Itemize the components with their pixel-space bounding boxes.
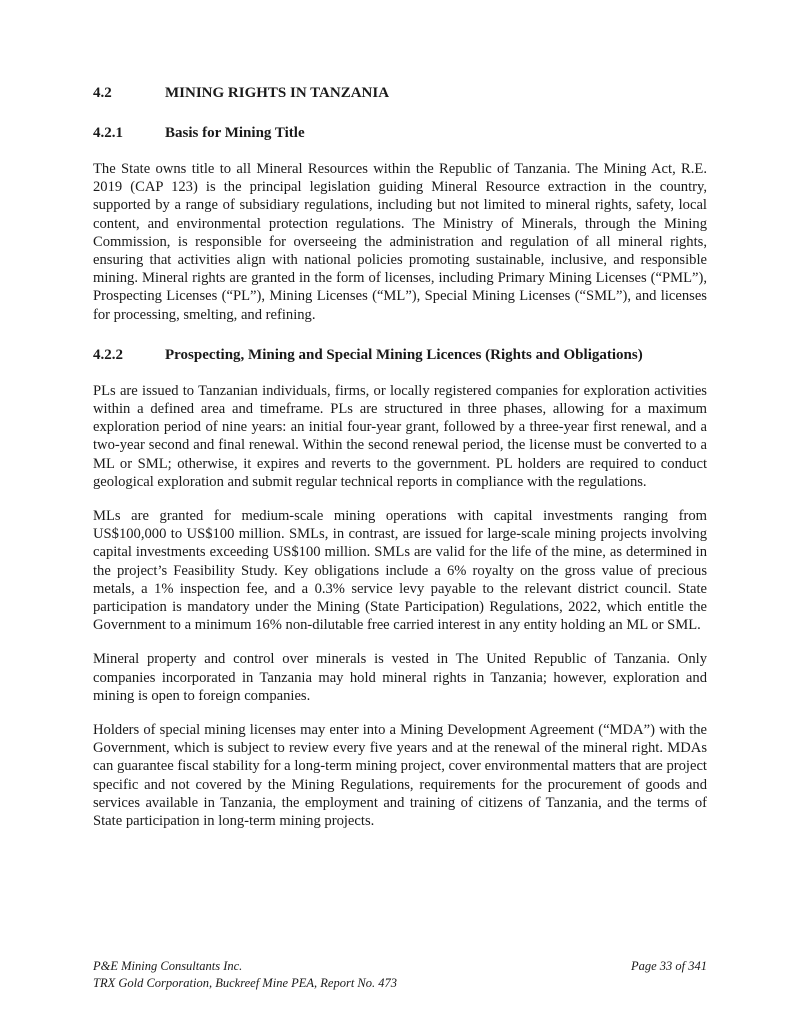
paragraph-mineral-property: Mineral property and control over minerals is vested in The United Republic of Tanzania. Only companies incorporated in Tanzania may hold mineral rights in Tanzania; however, exploration and mining is open to foreign companies. — [93, 651, 707, 704]
section-title: MINING RIGHTS IN TANZANIA — [165, 85, 390, 101]
page-footer — [93, 958, 707, 992]
subsection-title: Prospecting, Mining and Special Mining Licences (Rights and Obligations) — [165, 346, 643, 363]
paragraph-mining-licenses: MLs are granted for medium-scale mining operations with capital investments ranging from US$100,000 to US$100 million. SMLs, in contrast, are issued for large-scale mining projects involving capital investments exceeding US$100 million. SMLs are valid for the life of the mine, as determined in the project’s Feasibility Study. Key obligations include a 6% royalty on the gross value of precious metals, a 1% inspection fee, and a 0.3% service levy payable to the relevant district council. State participation is mandatory under the Mining (State Participation) Regulations, 2022, which entitle the Government to a minimum 16% non-dilutable free carried interest in any entity holding an ML or SML. — [93, 508, 707, 634]
subsection-heading-4-2-2 — [93, 346, 707, 364]
subsection-heading-4-2-1 — [93, 124, 707, 142]
paragraph-mda: Holders of special mining licenses may enter into a Mining Development Agreement (“MDA”) with the Government, which is subject to review every five years and at the renewal of the mineral right. MDAs can guarantee fiscal stability for a long-term mining project, cover environmental matters that are project specific and not covered by the Mining Regulations, requirements for the procurement of goods and services available in Tanzania, the employment and training of citizens of Tanzania, and the terms of State participation in long-term mining projects. — [93, 722, 707, 830]
subsection-title: Basis for Mining Title — [165, 125, 305, 141]
subsection-number: 4.2.2 — [93, 346, 123, 363]
paragraph-basis-for-title: The State owns title to all Mineral Resources within the Republic of Tanzania. The Mining Act, R.E. 2019 (CAP 123) is the principal legislation guiding Mineral Resource extraction in the country, supported by a range of subsidiary regulations, including but not limited to mineral rights, safety, local content, and environmental protection regulations. The Ministry of Minerals, through the Mining Commission, is responsible for overseeing the administration and regulation of all mineral rights, ensuring that activities align with national policies promoting sustainable, inclusive, and responsible mining. Mineral rights are granted in the form of licenses, including Primary Mining Licenses (“PML”), Prospecting Licenses (“PL”), Mining Licenses (“ML”), Special Mining Licenses (“SML”), and licenses for processing, smelting, and refining. — [93, 161, 707, 323]
footer-company: P&E Mining Consultants Inc. — [93, 959, 243, 973]
document-page — [93, 80, 707, 830]
footer-report: TRX Gold Corporation, Buckreef Mine PEA, Report No. 473 — [93, 976, 398, 990]
section-number: 4.2 — [93, 85, 112, 101]
paragraph-prospecting-licenses: PLs are issued to Tanzanian individuals, firms, or locally registered companies for exploration activities within a defined area and timeframe. PLs are structured in three phases, allowing for a maximum exploration period of nine years: an initial four-year grant, followed by a three-year first renewal, and a two-year second and final renewal. Within the second renewal period, the license must be converted to a ML or SML; otherwise, it expires and reverts to the government. PL holders are required to conduct geological exploration and submit regular technical reports in compliance with the regulations. — [93, 382, 707, 490]
section-heading — [93, 84, 707, 102]
subsection-number: 4.2.1 — [93, 125, 123, 141]
footer-page-number: Page 33 of 341 — [630, 959, 707, 973]
